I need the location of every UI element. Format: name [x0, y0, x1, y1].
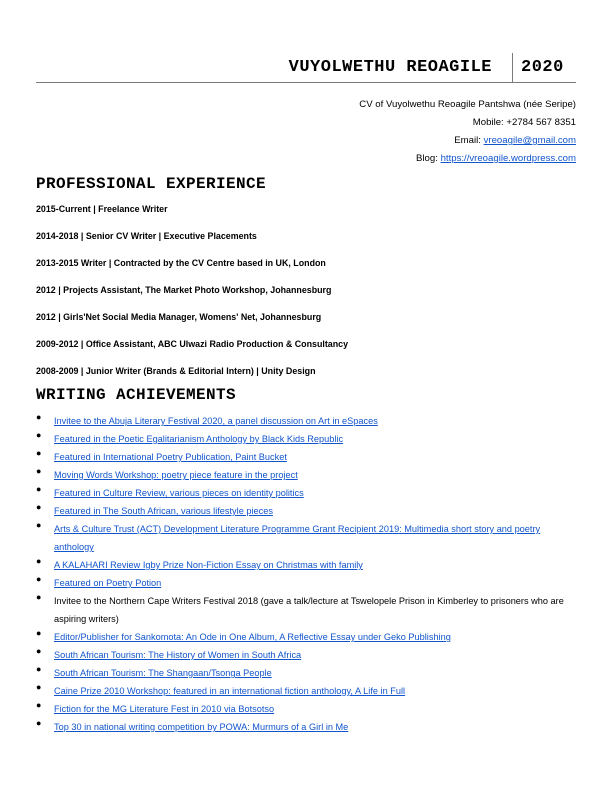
achievement-item [36, 502, 576, 520]
mobile-number: +2784 567 8351 [506, 117, 576, 128]
bullet-icon: ● [36, 412, 42, 422]
experience-item: 2009-2012 | Office Assistant, ABC Ulwazi Radio Production & Consultancy [36, 339, 349, 349]
achievement-link[interactable]: Caine Prize 2010 Workshop: featured in an international fiction anthology, A Life in Full [54, 686, 406, 696]
achievement-link[interactable]: Featured in Culture Review, various pieces on identity politics [54, 488, 304, 498]
contact-mobile [473, 117, 576, 128]
bullet-icon: ● [36, 502, 42, 512]
experience-item: 2014-2018 | Senior CV Writer | Executive Placements [36, 231, 257, 241]
achievement-item [36, 718, 576, 736]
achievement-link[interactable]: Arts & Culture Trust (ACT) Development Literature Programme Grant Recipient 2019: Multimedia short story and poetry anthology [54, 524, 541, 552]
achievement-item [36, 556, 576, 574]
cv-title: CV of Vuyolwethu Reoagile Pantshwa (née Seripe) [359, 99, 576, 110]
achievement-item [36, 646, 576, 664]
achievement-link[interactable]: South African Tourism: The History of Women in South Africa [54, 650, 302, 660]
achievement-item [36, 628, 576, 646]
blog-link[interactable]: https://vreoagile.wordpress.com [440, 153, 576, 164]
bullet-icon: ● [36, 430, 42, 440]
experience-item: 2013-2015 Writer | Contracted by the CV Centre based in UK, London [36, 258, 326, 268]
achievement-link[interactable]: Featured on Poetry Potion [54, 578, 162, 588]
bullet-icon: ● [36, 682, 42, 692]
bullet-icon: ● [36, 574, 42, 584]
bullet-icon: ● [36, 664, 42, 674]
email-label: Email: [454, 135, 484, 146]
bullet-icon: ● [36, 466, 42, 476]
contact-blog [416, 153, 576, 164]
bullet-icon: ● [36, 484, 42, 494]
achievement-link[interactable]: South African Tourism: The Shangaan/Tsonga People [54, 668, 272, 678]
achievement-item [36, 664, 576, 682]
bullet-icon: ● [36, 448, 42, 458]
achievement-link[interactable]: Invitee to the Abuja Literary Festival 2020, a panel discussion on Art in eSpaces [54, 416, 378, 426]
experience-item: 2015-Current | Freelance Writer [36, 204, 168, 214]
achievement-item [36, 484, 576, 502]
achievement-item [36, 700, 576, 718]
experience-item: 2012 | Projects Assistant, The Market Photo Workshop, Johannesburg [36, 285, 332, 295]
achievement-item [36, 448, 576, 466]
achievement-link[interactable]: A KALAHARI Review Igby Prize Non-Fiction Essay on Christmas with family [54, 560, 363, 570]
writing-achievements-heading: WRITING ACHIEVEMENTS [36, 386, 237, 404]
professional-experience-heading: PROFESSIONAL EXPERIENCE [36, 175, 267, 193]
achievement-item [36, 682, 576, 700]
cv-header [36, 53, 576, 83]
bullet-icon: ● [36, 520, 42, 530]
achievement-item [36, 430, 576, 448]
achievement-item [36, 592, 576, 628]
achievement-item [36, 412, 576, 430]
cv-year: 2020 [521, 58, 564, 77]
achievement-link[interactable]: Moving Words Workshop: poetry piece feature in the project [54, 470, 298, 480]
blog-label: Blog: [416, 153, 441, 164]
achievement-link[interactable]: Editor/Publisher for Sankomota: An Ode in One Album, A Reflective Essay under Geko Publishing [54, 632, 451, 642]
mobile-label: Mobile: [472, 117, 507, 128]
bullet-icon: ● [36, 592, 42, 602]
applicant-name: VUYOLWETHU REOAGILE [288, 58, 492, 77]
achievement-item [36, 574, 576, 592]
header-divider [512, 53, 513, 82]
achievement-link[interactable]: Featured in the Poetic Egalitarianism Anthology by Black Kids Republic [54, 434, 344, 444]
achievement-item [36, 520, 576, 556]
achievement-link[interactable]: Featured in The South African, various lifestyle pieces [54, 506, 273, 516]
bullet-icon: ● [36, 628, 42, 638]
achievement-link[interactable]: Featured in International Poetry Publication, Paint Bucket [54, 452, 287, 462]
bullet-icon: ● [36, 646, 42, 656]
email-link[interactable]: vreoagile@gmail.com [483, 135, 576, 146]
achievement-link[interactable]: Fiction for the MG Literature Fest in 2010 via Botsotso [54, 704, 275, 714]
contact-email [454, 135, 576, 146]
achievement-item [36, 466, 576, 484]
bullet-icon: ● [36, 718, 42, 728]
achievement-text: Invitee to the Northern Cape Writers Festival 2018 (gave a talk/lecture at Tswelopele Prison in Kimberley to prisoners who are aspiring writers) [54, 596, 564, 624]
achievement-link[interactable]: Top 30 in national writing competition by POWA: Murmurs of a Girl in Me [54, 722, 349, 732]
experience-item: 2012 | Girls'Net Social Media Manager, Womens' Net, Johannesburg [36, 312, 322, 322]
bullet-icon: ● [36, 556, 42, 566]
bullet-icon: ● [36, 700, 42, 710]
experience-item: 2008-2009 | Junior Writer (Brands & Editorial Intern) | Unity Design [36, 366, 316, 376]
